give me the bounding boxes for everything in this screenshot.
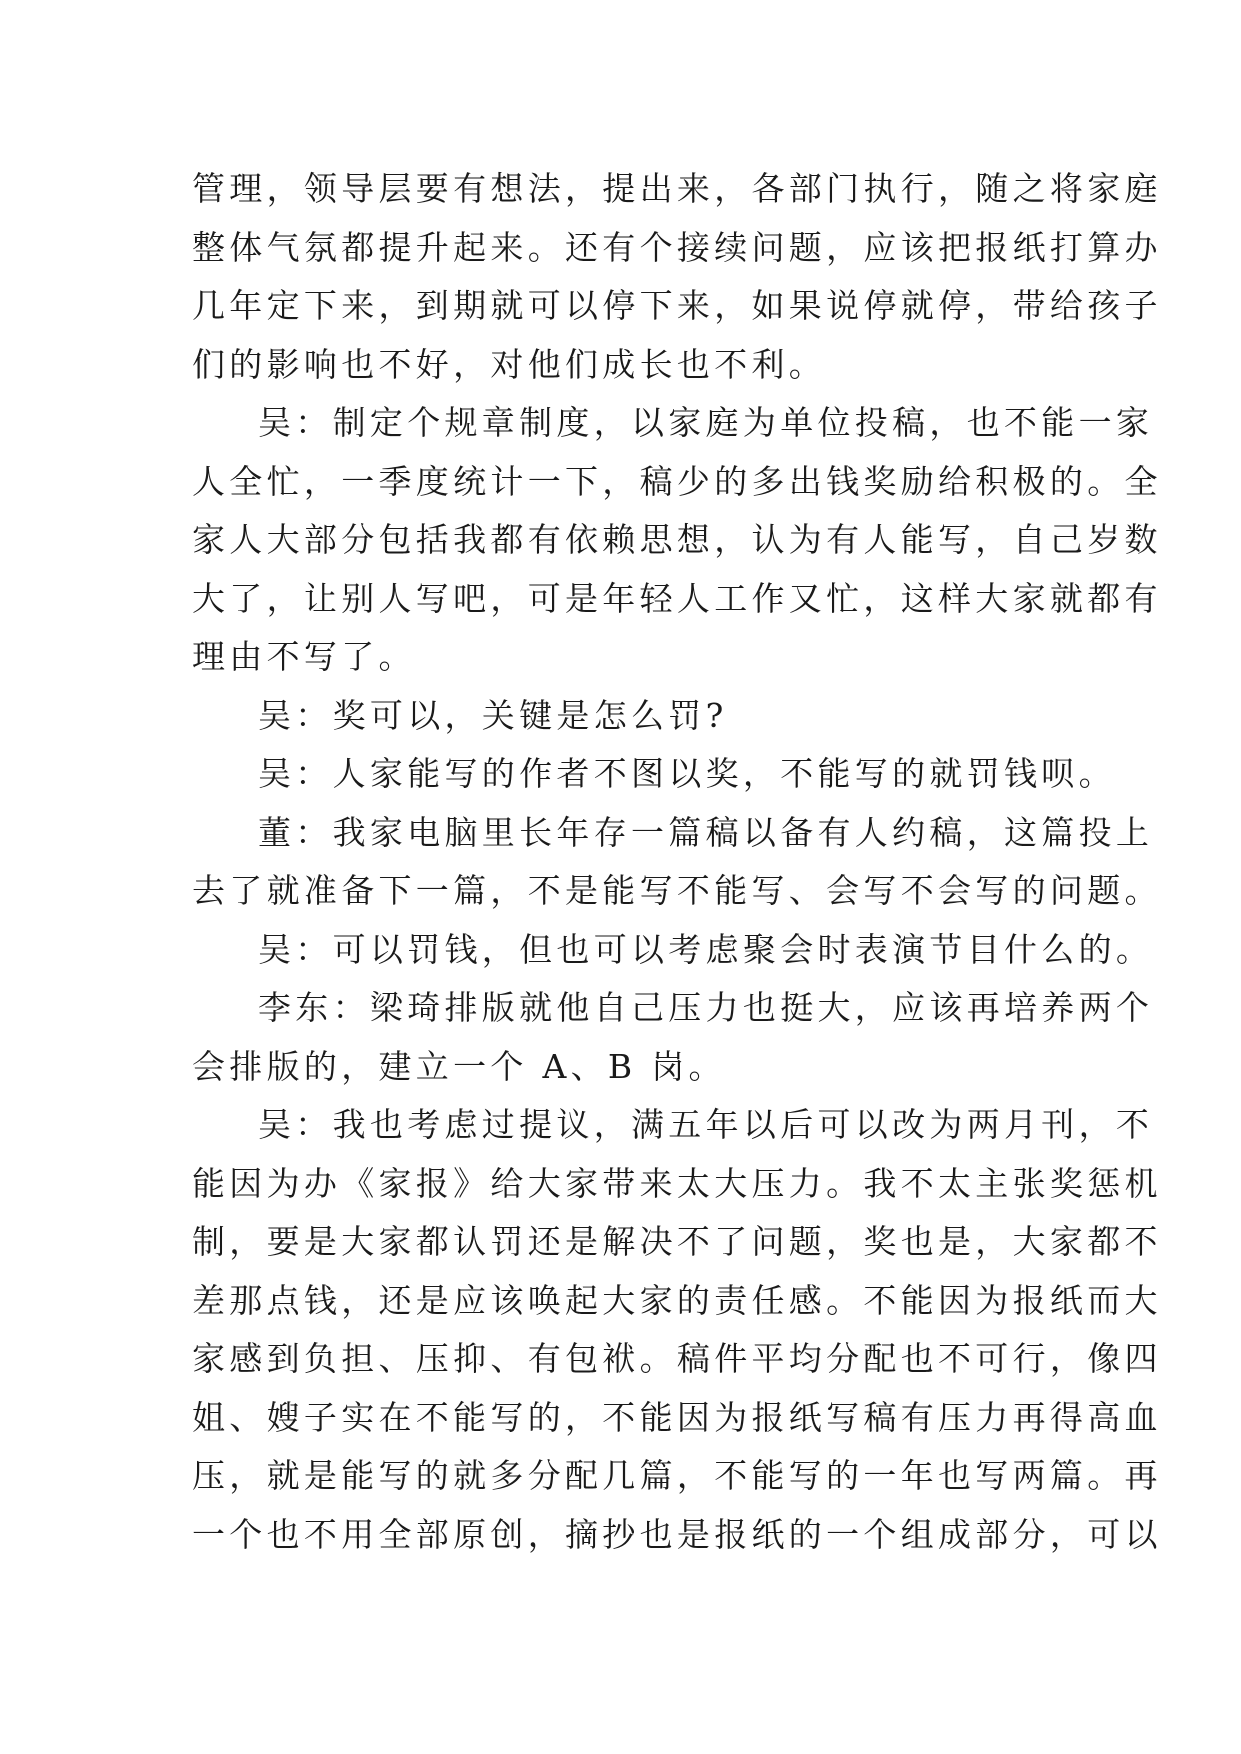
text-line: 理由不写了。 bbox=[192, 637, 416, 676]
text-line: 整体气氛都提升起来。还有个接续问题，应该把报纸打算办 bbox=[192, 227, 1162, 267]
text-line: 一个也不用全部原创，摘抄也是报纸的一个组成部分，可以 bbox=[192, 1514, 1162, 1554]
text-line: 们的影响也不好，对他们成长也不利。 bbox=[192, 344, 827, 384]
text-line: 管理，领导层要有想法，提出来，各部门执行，随之将家庭 bbox=[192, 169, 1162, 208]
paragraph-2 bbox=[192, 394, 1162, 687]
paragraph-3 bbox=[192, 687, 1064, 746]
text-line: 家感到负担、压抑、有包袱。稿件平均分配也不可行，像四 bbox=[192, 1339, 1162, 1378]
text-line: 李东：梁琦排版就他自己压力也挺大，应该再培养两个 bbox=[258, 988, 1154, 1027]
text-line: 差那点钱，还是应该唤起大家的责任感。不能因为报纸而大 bbox=[192, 1280, 1162, 1320]
text-line: 董：我家电脑里长年存一篇稿以备有人约稿，这篇投上 bbox=[258, 812, 1154, 852]
text-line: 压，就是能写的就多分配几篇，不能写的一年也写两篇。再 bbox=[192, 1456, 1162, 1495]
text-line: 能因为办《家报》给大家带来太大压力。我不太主张奖惩机 bbox=[192, 1163, 1162, 1203]
paragraph-8 bbox=[192, 1096, 1162, 1564]
paragraph-6 bbox=[192, 921, 1154, 980]
text-line: 吴：人家能写的作者不图以奖，不能写的就罚钱呗。 bbox=[258, 754, 1116, 793]
paragraph-7 bbox=[192, 979, 1154, 1096]
text-line: 会排版的，建立一个 A、B 岗。 bbox=[192, 1046, 726, 1086]
body-text bbox=[192, 160, 1162, 1564]
paragraph-5 bbox=[192, 804, 1162, 921]
text-line: 大了，让别人写吧，可是年轻人工作又忙，这样大家就都有 bbox=[192, 578, 1162, 618]
text-line: 吴：奖可以，关键是怎么罚? bbox=[258, 695, 728, 735]
text-line: 吴：可以罚钱，但也可以考虑聚会时表演节目什么的。 bbox=[258, 929, 1154, 969]
text-line: 制，要是大家都认罚还是解决不了问题，奖也是，大家都不 bbox=[192, 1222, 1162, 1261]
text-line: 吴：制定个规章制度，以家庭为单位投稿，也不能一家 bbox=[258, 403, 1154, 442]
text-line: 人全忙，一季度统计一下，稿少的多出钱奖励给积极的。全 bbox=[192, 461, 1162, 501]
paragraph-4 bbox=[192, 745, 1116, 804]
paragraph-1 bbox=[192, 160, 1162, 394]
text-line: 去了就准备下一篇，不是能写不能写、会写不会写的问题。 bbox=[192, 871, 1162, 910]
text-line: 姐、嫂子实在不能写的，不能因为报纸写稿有压力再得高血 bbox=[192, 1397, 1162, 1437]
text-line: 吴：我也考虑过提议，满五年以后可以改为两月刊，不 bbox=[258, 1105, 1154, 1144]
text-line: 几年定下来，到期就可以停下来，如果说停就停，带给孩子 bbox=[192, 286, 1162, 325]
text-line: 家人大部分包括我都有依赖思想，认为有人能写，自己岁数 bbox=[192, 520, 1162, 559]
